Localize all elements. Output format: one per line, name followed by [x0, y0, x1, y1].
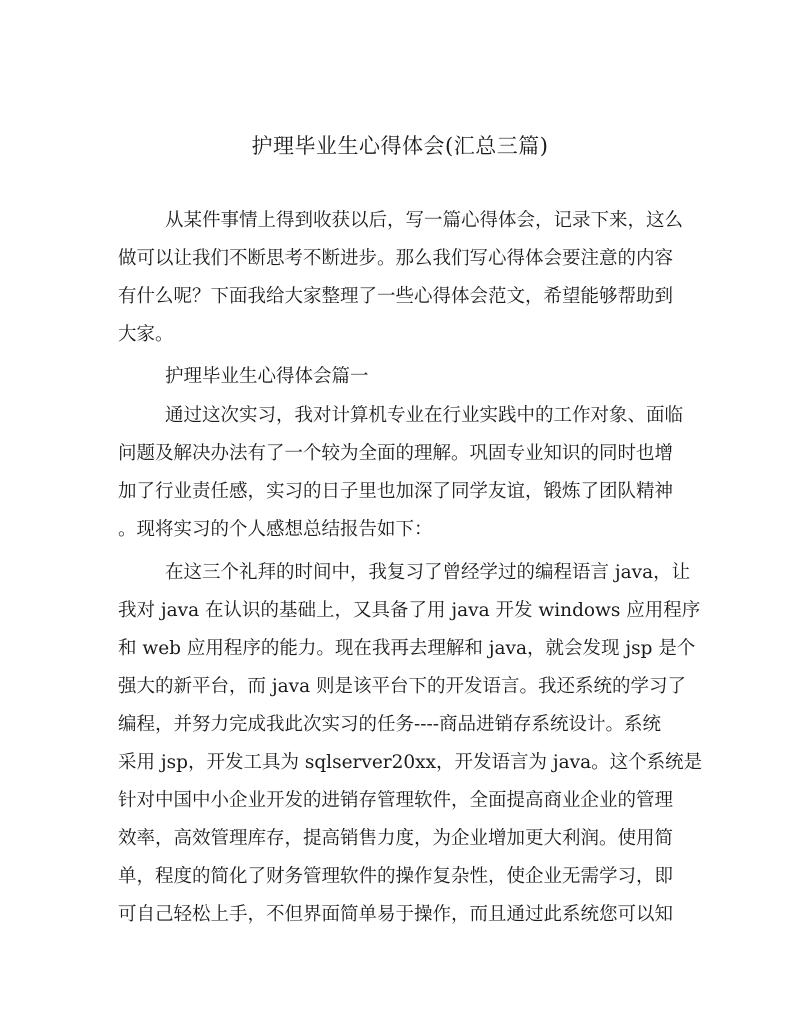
paragraph-line: 有什么呢？下面我给大家整理了一些心得体会范文，希望能够帮助到: [118, 286, 674, 307]
paragraph-line: 我对 java 在认识的基础上，又具备了用 java 开发 windows 应用程序: [118, 600, 701, 621]
paragraph-line: 加了行业责任感，实习的日子里也加深了同学友谊，锻炼了团队精神: [118, 481, 674, 502]
paragraph-line: 针对中国中小企业开发的进销存管理软件，全面提高商业企业的管理: [118, 790, 674, 811]
paragraph-line: 大家。: [118, 324, 174, 345]
document-title: 护理毕业生心得体会(汇总三篇): [251, 134, 549, 158]
paragraph-line: 效率，高效管理库存，提高销售力度，为企业增加更大利润。使用简: [118, 828, 674, 849]
paragraph-line: 做可以让我们不断思考不断进步。那么我们写心得体会要注意的内容: [118, 248, 674, 269]
paragraph-line: 编程，并努力完成我此次实习的任务----商品进销存系统设计。系统: [118, 714, 662, 735]
paragraph-line: 在这三个礼拜的时间中，我复习了曾经学过的编程语言 java，让: [165, 562, 691, 583]
paragraph-line: 可自己轻松上手，不但界面简单易于操作，而且通过此系统您可以知: [118, 904, 674, 925]
paragraph-line: 和 web 应用程序的能力。现在我再去理解和 java，就会发现 jsp 是个: [118, 638, 696, 659]
paragraph-line: 采用 jsp，开发工具为 sqlserver20xx，开发语言为 java。这个系统是: [118, 752, 703, 773]
paragraph-line: 单，程度的简化了财务管理软件的操作复杂性，使企业无需学习，即: [118, 866, 674, 887]
paragraph-line: 从某件事情上得到收获以后，写一篇心得体会，记录下来，这么: [165, 210, 684, 231]
paragraph-line: 通过这次实习，我对计算机专业在行业实践中的工作对象、面临: [165, 405, 684, 426]
section-heading: 护理毕业生心得体会篇一: [165, 366, 369, 387]
paragraph-line: 强大的新平台，而 java 则是该平台下的开发语言。我还系统的学习了: [118, 676, 687, 697]
paragraph-line: 。现将实习的个人感想总结报告如下：: [118, 519, 433, 540]
paragraph-line: 问题及解决办法有了一个较为全面的理解。巩固专业知识的同时也增: [118, 443, 674, 464]
